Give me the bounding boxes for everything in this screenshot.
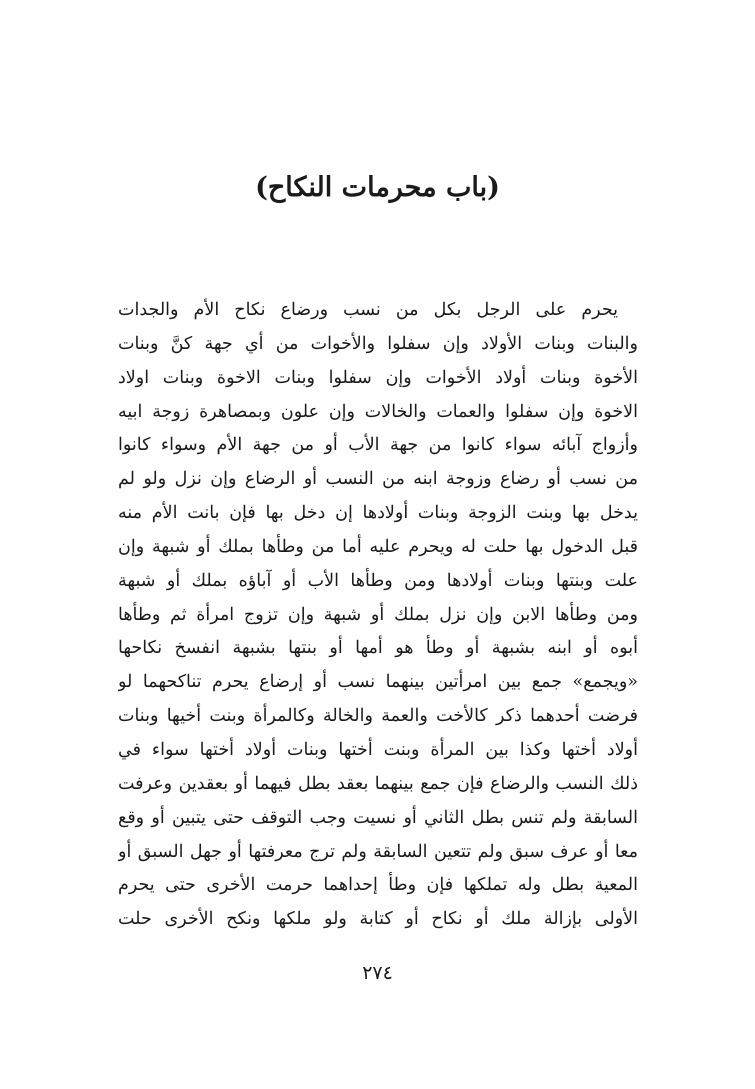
- text-line: من نسب أو رضاع وزوجة ابنه من النسب أو الرضاع وإن نزل ولو لم: [118, 469, 638, 490]
- text-line: أولاد أختها وكذا بين المرأة وبنت أختها وبنات أولاد أختها سواء في: [118, 739, 638, 760]
- text-line: ذلك النسب والرضاع فإن جمع بينهما بعقد بطل فيهما أو بعقدين وعرفت: [118, 773, 638, 794]
- text-line: «ويجمع» جمع بين امرأتين بينهما نسب أو إرضاع يحرم تناكحهما لو: [118, 672, 638, 693]
- page-number: ٢٧٤: [362, 962, 393, 984]
- text-line: علت وبنتها وبنات أولادها ومن وطأها الأب أو آباؤه بملك أو شبهة: [118, 570, 638, 591]
- body-text: [118, 294, 638, 937]
- chapter-title: (باب محرمات النكاح): [255, 172, 500, 203]
- text-line: الأخوة وبنات أولاد الأخوات وإن سفلوا وبنات الاخوة وبنات اولاد: [118, 367, 638, 388]
- text-line: يدخل بها وبنت الزوجة وبنات أولادها إن دخل بها فإن بانت الأم منه: [118, 503, 638, 524]
- text-line: قبل الدخول بها حلت له ويحرم عليه أما من وطأها بملك أو شبهة وإن: [118, 536, 638, 557]
- text-line: فرضت أحدهما ذكر كالأخت والعمة والخالة وكالمرأة وبنت أخيها وبنات: [118, 706, 638, 727]
- text-line: المعية بطل وله تملكها فإن وطأ إحداهما حرمت الأخرى حتى يحرم: [118, 875, 638, 896]
- text-line: الاخوة وإن سفلوا والعمات والخالات وإن علون وبمصاهرة زوجة ابيه: [118, 401, 638, 422]
- text-line: وأزواج آبائه سواء كانوا من جهة الأب أو من جهة الأم وسواء كانوا: [118, 435, 638, 456]
- text-line: ومن وطأها الابن وإن نزل بملك أو شبهة وإن تزوج امرأة ثم وطأها: [118, 604, 638, 625]
- text-line: أبوه أو ابنه بشبهة أو وطأ هو أمها أو بنتها بشبهة انفسخ نكاحها: [118, 638, 638, 659]
- text-line: والبنات وبنات الأولاد وإن سفلوا والأخوات من أي جهة كنَّ وبنات: [118, 333, 638, 354]
- text-line: معا أو عرف سبق ولم تتعين السابقة ولم ترج معرفتها أو جهل السبق أو: [118, 841, 638, 862]
- text-line: يحرم على الرجل بكل من نسب ورضاع نكاح الأم والجدات: [118, 300, 618, 320]
- text-line: الأولى بإزالة ملك أو نكاح أو كتابة ولو ملكها ونكح الأخرى حلت: [118, 909, 638, 930]
- text-line: السابقة ولم تنس بطل الثاني أو نسيت وجب التوقف حتى يتبين أو وقع: [118, 807, 638, 828]
